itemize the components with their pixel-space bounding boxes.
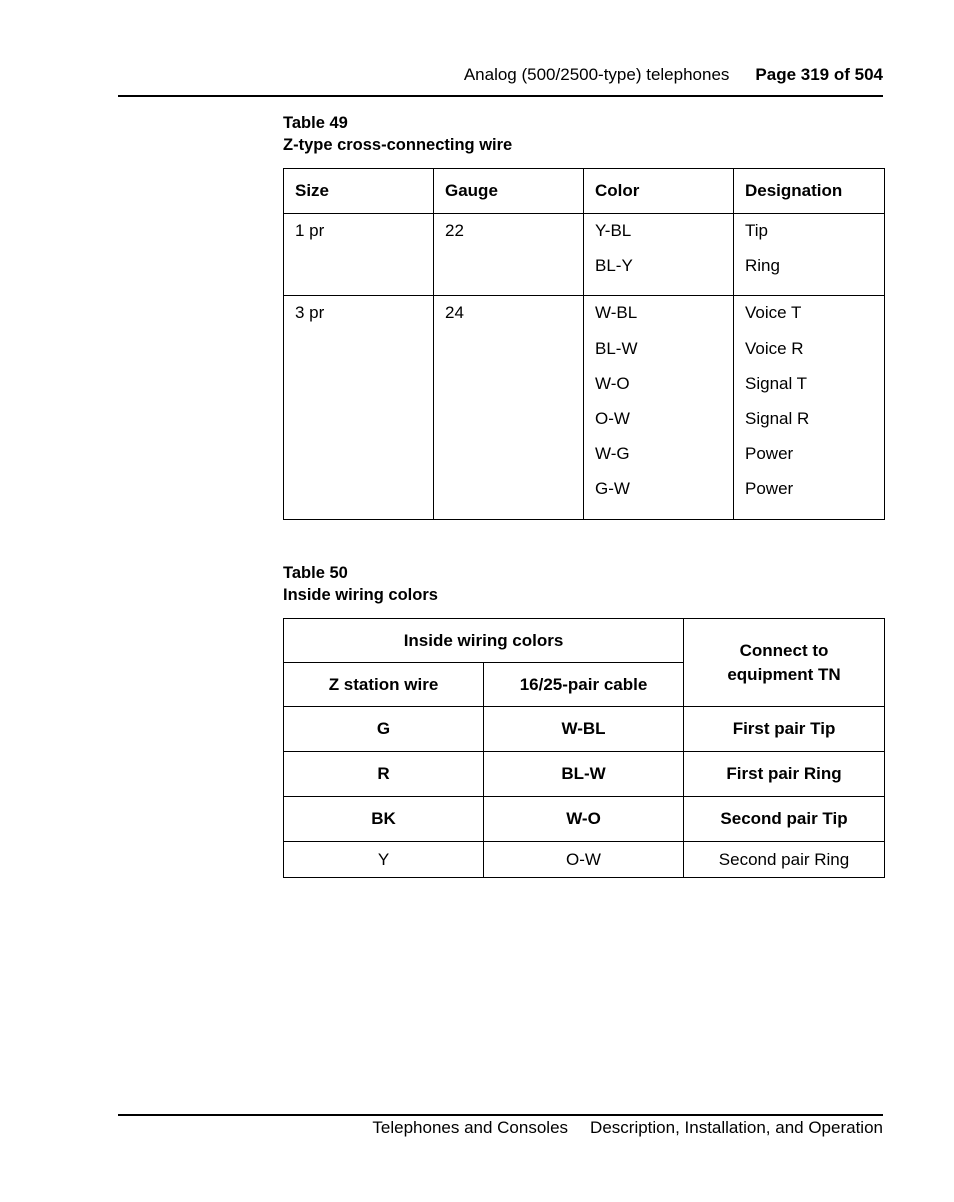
cell-designation: Tip bbox=[745, 221, 768, 240]
page-number: Page 319 of 504 bbox=[755, 65, 883, 84]
table-50-number: Table 50 bbox=[283, 564, 348, 582]
cell-gauge: 22 bbox=[445, 221, 464, 240]
cell-cable-color: W-O bbox=[484, 797, 684, 842]
cell-designation: Signal T bbox=[745, 373, 808, 393]
header-section-title: Analog (500/2500-type) telephones bbox=[463, 65, 730, 84]
column-header-designation: Designation bbox=[734, 169, 885, 214]
cell-cable-color: O-W bbox=[484, 842, 684, 878]
table-row bbox=[284, 707, 885, 752]
footer-book-title: Telephones and Consoles bbox=[372, 1118, 569, 1137]
cell-color: O-W bbox=[595, 408, 630, 428]
cell-cable-color: W-BL bbox=[484, 707, 684, 752]
cell-designation: Power bbox=[745, 444, 794, 464]
cell-connect: Second pair Ring bbox=[684, 842, 885, 878]
table-header-row bbox=[284, 619, 885, 663]
cell-color: BL-Y bbox=[595, 256, 633, 276]
cell-connect: Second pair Tip bbox=[684, 797, 885, 842]
cell-connect: First pair Tip bbox=[684, 707, 885, 752]
connect-header-line1: Connect to bbox=[739, 640, 829, 660]
table-row bbox=[284, 842, 885, 878]
cell-color: BL-W bbox=[595, 338, 638, 358]
header-rule bbox=[118, 95, 883, 97]
cell-designation: Power bbox=[745, 479, 794, 499]
cell-color: W-BL bbox=[595, 303, 638, 323]
cell-gauge: 24 bbox=[445, 303, 464, 323]
inside-wiring-colors-table bbox=[283, 618, 885, 878]
table-50-title: Inside wiring colors bbox=[283, 586, 438, 604]
column-header-z-station: Z station wire bbox=[284, 663, 484, 707]
cell-designation: Voice R bbox=[745, 338, 804, 358]
cell-color: Y-BL bbox=[595, 221, 632, 240]
cell-z-wire: Y bbox=[284, 842, 484, 878]
cell-designation: Voice T bbox=[745, 303, 802, 323]
table-49-caption bbox=[283, 112, 512, 156]
table-49-title: Z-type cross-connecting wire bbox=[283, 136, 513, 154]
footer-doc-title: Description, Installation, and Operation bbox=[590, 1118, 883, 1137]
table-row bbox=[284, 797, 885, 842]
cell-size: 3 pr bbox=[295, 303, 325, 323]
table-row bbox=[284, 214, 885, 296]
connect-header-line2: equipment TN bbox=[727, 664, 841, 684]
cell-cable-color: BL-W bbox=[484, 752, 684, 797]
column-header-connect bbox=[684, 619, 885, 707]
cell-connect: First pair Ring bbox=[684, 752, 885, 797]
column-header-cable: 16/25-pair cable bbox=[484, 663, 684, 707]
group-header-inside-wiring: Inside wiring colors bbox=[284, 619, 684, 663]
column-header-gauge: Gauge bbox=[434, 169, 584, 214]
cell-color: G-W bbox=[595, 479, 630, 499]
table-header-row bbox=[284, 169, 885, 214]
table-row bbox=[284, 296, 885, 519]
cell-designation: Ring bbox=[745, 256, 780, 276]
column-header-size: Size bbox=[284, 169, 434, 214]
cell-color: W-G bbox=[595, 444, 630, 464]
cell-z-wire: G bbox=[284, 707, 484, 752]
footer-rule bbox=[118, 1114, 883, 1116]
cell-size: 1 pr bbox=[295, 221, 325, 240]
cell-z-wire: R bbox=[284, 752, 484, 797]
z-type-wire-table bbox=[283, 168, 885, 520]
cell-color: W-O bbox=[595, 373, 630, 393]
table-49-number: Table 49 bbox=[283, 114, 348, 132]
cell-designation: Signal R bbox=[745, 408, 810, 428]
cell-z-wire: BK bbox=[284, 797, 484, 842]
table-50-caption bbox=[283, 562, 438, 606]
table-row bbox=[284, 752, 885, 797]
column-header-color: Color bbox=[584, 169, 734, 214]
page-header bbox=[464, 65, 883, 85]
page-footer bbox=[372, 1118, 883, 1138]
